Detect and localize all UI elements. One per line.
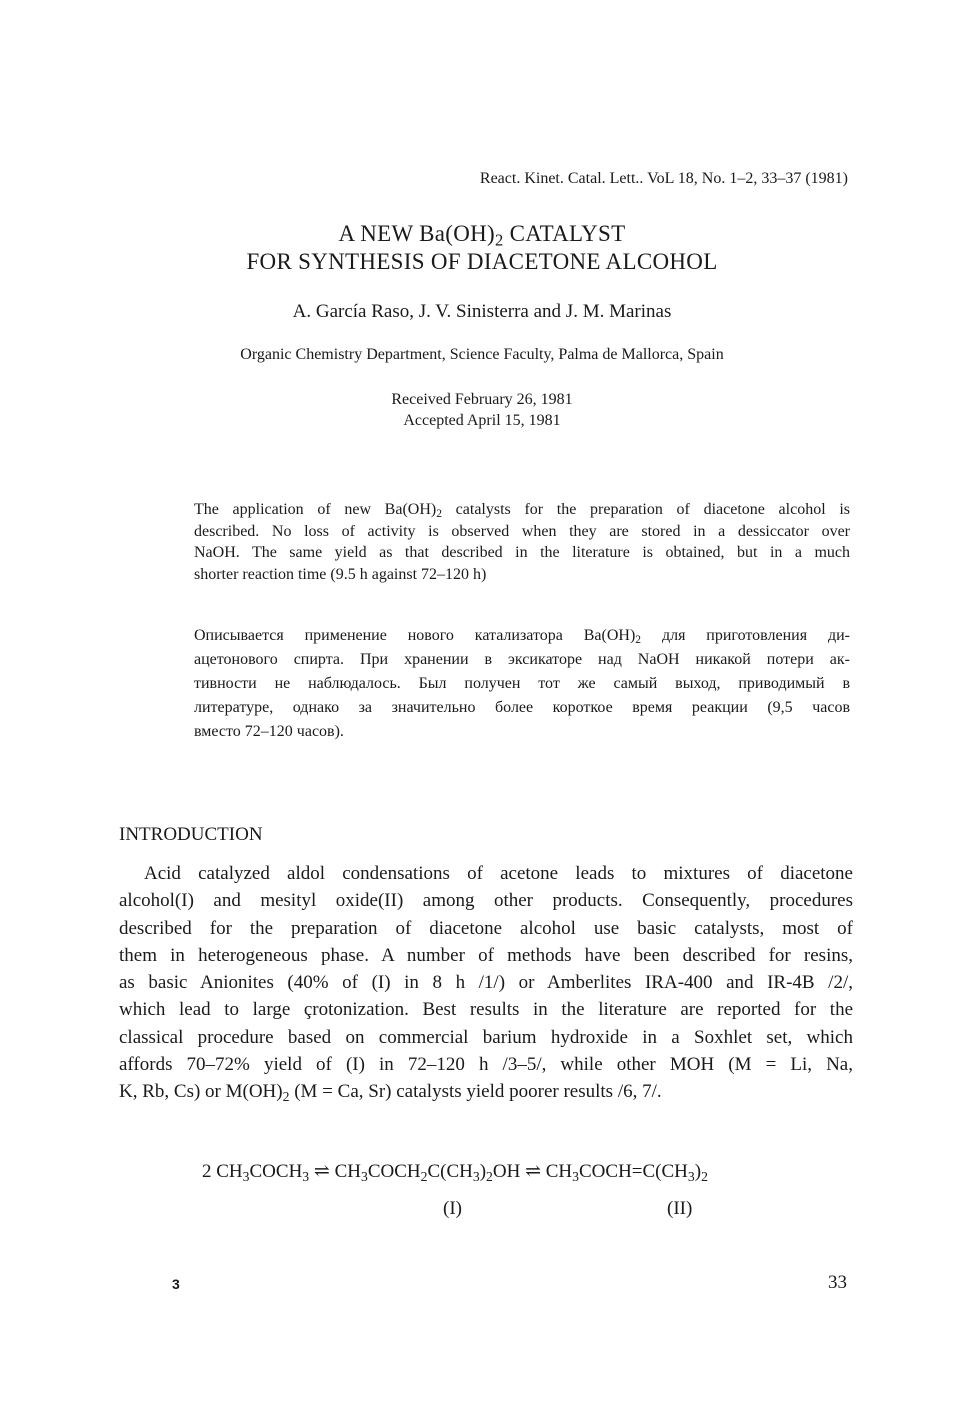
paragraph-line: alcohol(I) and mesityl oxide(II) among other products. Consequently, procedures <box>119 890 853 912</box>
paragraph-line: as basic Anionites (40% of (I) in 8 h /1/) or Amberlites IRA-400 and IR-4B /2/, <box>119 972 853 994</box>
eq-subscript: 3 <box>472 1168 480 1184</box>
paragraph-line: described for the preparation of diacetone alcohol use basic catalysts, most of <box>119 917 853 939</box>
abstract-ru-line: вместо 72–120 часов). <box>194 723 344 740</box>
paragraph-text: K, Rb, Cs) or M(OH) <box>119 1081 283 1103</box>
abstract-ru-text-end: для приготовления ди- <box>641 627 850 644</box>
abstract-line: NaOH. The same yield as that described in the literature is obtained, but in a much <box>194 544 850 562</box>
abstract-ru-line: ацетонового спирта. При хранении в эксикаторе над NaOH никакой потери ак- <box>194 651 850 668</box>
abstract-line: shorter reaction time (9.5 h against 72–120 h) <box>194 565 487 583</box>
abstract-english <box>194 499 850 585</box>
paragraph-line: Acid catalyzed aldol condensations of acetone leads to mixtures of diacetone <box>144 863 853 884</box>
eq-subscript: 3 <box>302 1168 310 1184</box>
journal-citation: React. Kinet. Catal. Lett.. VoL 18, No. 1–2, 33–37 (1981) <box>479 170 848 187</box>
introduction-paragraph <box>119 860 853 1106</box>
abstract-ru-line: тивности не наблюдалось. Был получен тот же самый выход, приводимый в <box>194 675 850 692</box>
eq-part: ) <box>479 1161 487 1182</box>
eq-part: 2 CH <box>202 1161 243 1182</box>
affiliation: Organic Chemistry Department, Science Faculty, Palma de Mallorca, Spain <box>240 346 724 363</box>
abstract-ru-text: Описывается применение нового катализатора Ba(OH) <box>194 627 636 644</box>
abstract-ru-line <box>194 624 850 648</box>
paragraph-text-end: (M = Ca, Sr) catalysts yield poorer results /6, 7/. <box>289 1081 662 1103</box>
paragraph-line: affords 70–72% yield of (I) in 72–120 h /3–5/, while other MOH (M = Li, Na, <box>119 1054 853 1076</box>
compound-label-two: (II) <box>667 1198 693 1219</box>
footer-mark: 3 <box>172 1276 180 1292</box>
paragraph-line: which lead to large çrotonization. Best results in the literature are reported for the <box>119 999 853 1021</box>
received-date: Received February 26, 1981 <box>391 391 573 408</box>
abstract-text: The application of new Ba(OH) <box>194 501 437 518</box>
title-text: A NEW Ba(OH) <box>338 221 496 246</box>
title-text-end: CATALYST <box>503 221 626 246</box>
paragraph-subscript: 2 <box>282 1089 290 1105</box>
authors: A. García Raso, J. V. Sinisterra and J. M. Marinas <box>292 301 672 322</box>
reaction-equation <box>202 1160 708 1183</box>
eq-part: COCH <box>367 1161 421 1182</box>
eq-part: CH <box>545 1161 573 1182</box>
eq-subscript: 3 <box>360 1168 368 1184</box>
abstract-russian <box>194 624 850 744</box>
equilibrium-arrow-icon: ⇌ <box>520 1161 546 1182</box>
eq-subscript: 2 <box>701 1168 708 1184</box>
accepted-date: Accepted April 15, 1981 <box>403 412 561 429</box>
eq-subscript: 3 <box>572 1168 579 1184</box>
eq-part: ) <box>694 1161 702 1182</box>
abstract-subscript: 2 <box>436 508 442 521</box>
eq-subscript: 3 <box>242 1168 250 1184</box>
abstract-text-end: catalysts for the preparation of diacetone alcohol is <box>441 501 850 518</box>
compound-label-one: (I) <box>443 1198 462 1219</box>
abstract-line <box>194 499 850 521</box>
paragraph-line: them in heterogeneous phase. A number of methods have been described for resins, <box>119 944 853 966</box>
title-line-2: FOR SYNTHESIS OF DIACETONE ALCOHOL <box>246 249 718 274</box>
paragraph-line <box>119 1078 853 1105</box>
page-number: 33 <box>828 1272 847 1293</box>
abstract-ru-line: литературе, однако за значительно более короткое время реакции (9,5 часов <box>194 699 850 716</box>
title-subscript: 2 <box>495 230 504 250</box>
eq-part: COCH <box>249 1161 303 1182</box>
eq-part: C(CH <box>427 1161 473 1182</box>
eq-part: CH <box>334 1161 361 1182</box>
eq-subscript: 2 <box>486 1168 493 1184</box>
submission-dates <box>0 389 964 431</box>
eq-subscript: 2 <box>420 1168 428 1184</box>
title-line-1 <box>0 220 964 248</box>
paper-title <box>0 220 964 276</box>
eq-part: COCH=C(CH <box>579 1161 688 1182</box>
section-heading-introduction: INTRODUCTION <box>119 824 263 845</box>
paragraph-line: classical procedure based on commercial barium hydroxide in a Soxhlet set, which <box>119 1026 853 1048</box>
equilibrium-arrow-icon: ⇌ <box>309 1161 335 1182</box>
abstract-ru-subscript: 2 <box>635 634 642 647</box>
eq-subscript: 3 <box>687 1168 695 1184</box>
abstract-line: described. No loss of activity is observed when they are stored in a dessiccator over <box>194 522 850 540</box>
eq-part: OH <box>492 1161 521 1182</box>
